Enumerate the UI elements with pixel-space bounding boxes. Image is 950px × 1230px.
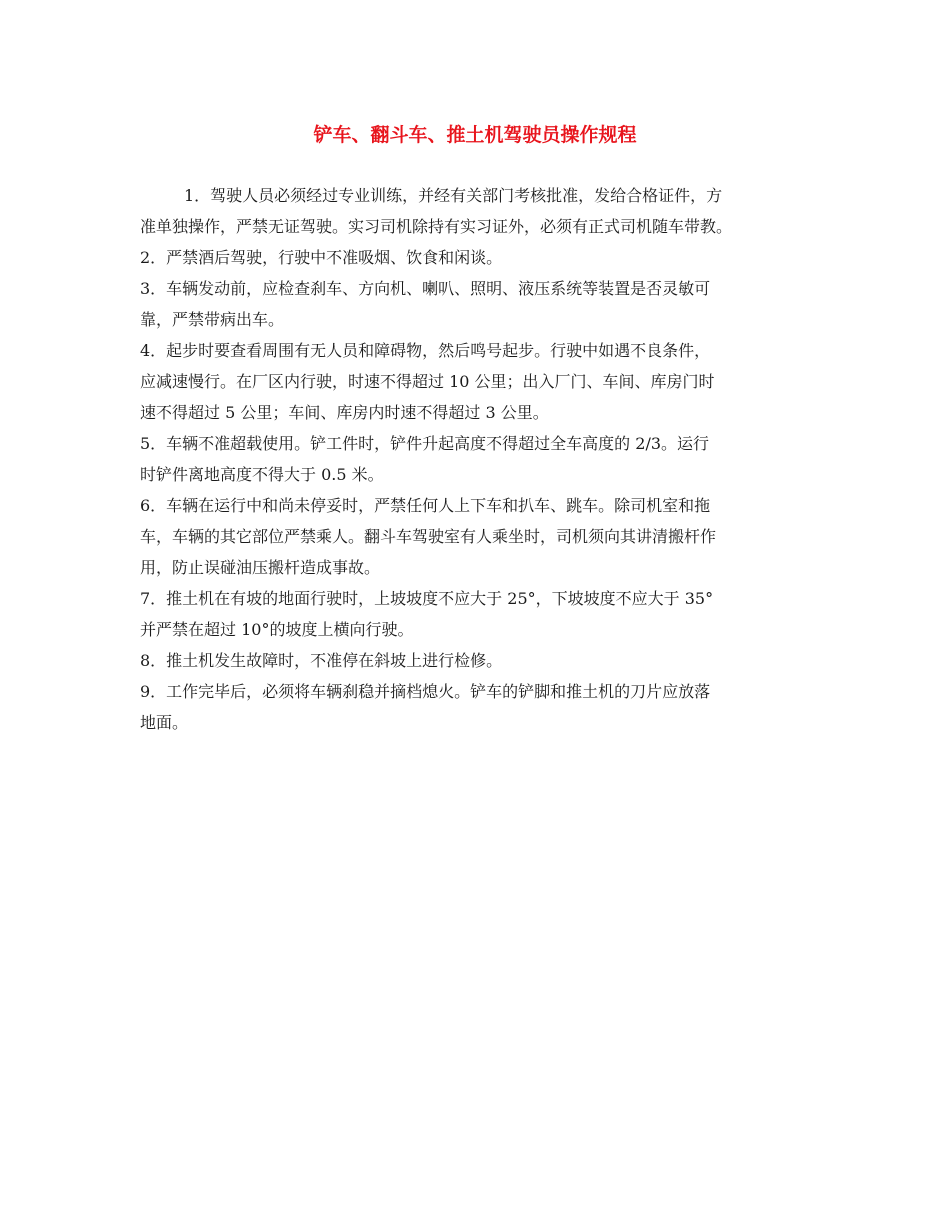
text-line: 7．推土机在有坡的地面行驶时，上坡坡度不应大于 25°，下坡坡度不应大于 35° bbox=[140, 589, 714, 608]
document-title: 铲车、翻斗车、推土机驾驶员操作规程 bbox=[313, 124, 637, 146]
text-line: 用，防止误碰油压搬杆造成事故。 bbox=[140, 558, 381, 577]
text-line: 速不得超过 5 公里；车间、库房内时速不得超过 3 公里。 bbox=[140, 403, 549, 422]
text-line: 车，车辆的其它部位严禁乘人。翻斗车驾驶室有人乘坐时，司机须向其讲清搬杆作 bbox=[140, 527, 717, 546]
text-line: 并严禁在超过 10°的坡度上横向行驶。 bbox=[140, 620, 414, 639]
text-line: 时铲件离地高度不得大于 0.5 米。 bbox=[140, 465, 384, 484]
text-line: 4．起步时要查看周围有无人员和障碍物，然后鸣号起步。行驶中如遇不良条件， bbox=[140, 341, 711, 360]
document-body bbox=[140, 180, 830, 738]
text-line: 应减速慢行。在厂区内行驶，时速不得超过 10 公里；出入厂门、车间、库房门时 bbox=[140, 372, 715, 391]
text-line: 1．驾驶人员必须经过专业训练，并经有关部门考核批准，发给合格证件，方 bbox=[184, 186, 723, 205]
text-line: 靠，严禁带病出车。 bbox=[140, 310, 285, 329]
text-line: 2．严禁酒后驾驶，行驶中不准吸烟、饮食和闲谈。 bbox=[140, 248, 503, 267]
text-line: 地面。 bbox=[140, 713, 189, 732]
text-line: 5．车辆不准超载使用。铲工件时，铲件升起高度不得超过全车高度的 2/3。运行 bbox=[140, 434, 710, 453]
text-line: 3．车辆发动前，应检查刹车、方向机、喇叭、照明、液压系统等装置是否灵敏可 bbox=[140, 279, 711, 298]
text-line: 9．工作完毕后，必须将车辆刹稳并摘档熄火。铲车的铲脚和推土机的刀片应放落 bbox=[140, 682, 711, 701]
text-line: 准单独操作，严禁无证驾驶。实习司机除持有实习证外，必须有正式司机随车带教。 bbox=[140, 217, 733, 236]
text-line: 8．推土机发生故障时，不准停在斜坡上进行检修。 bbox=[140, 651, 503, 670]
text-line: 6．车辆在运行中和尚未停妥时，严禁任何人上下车和扒车、跳车。除司机室和拖 bbox=[140, 496, 711, 515]
